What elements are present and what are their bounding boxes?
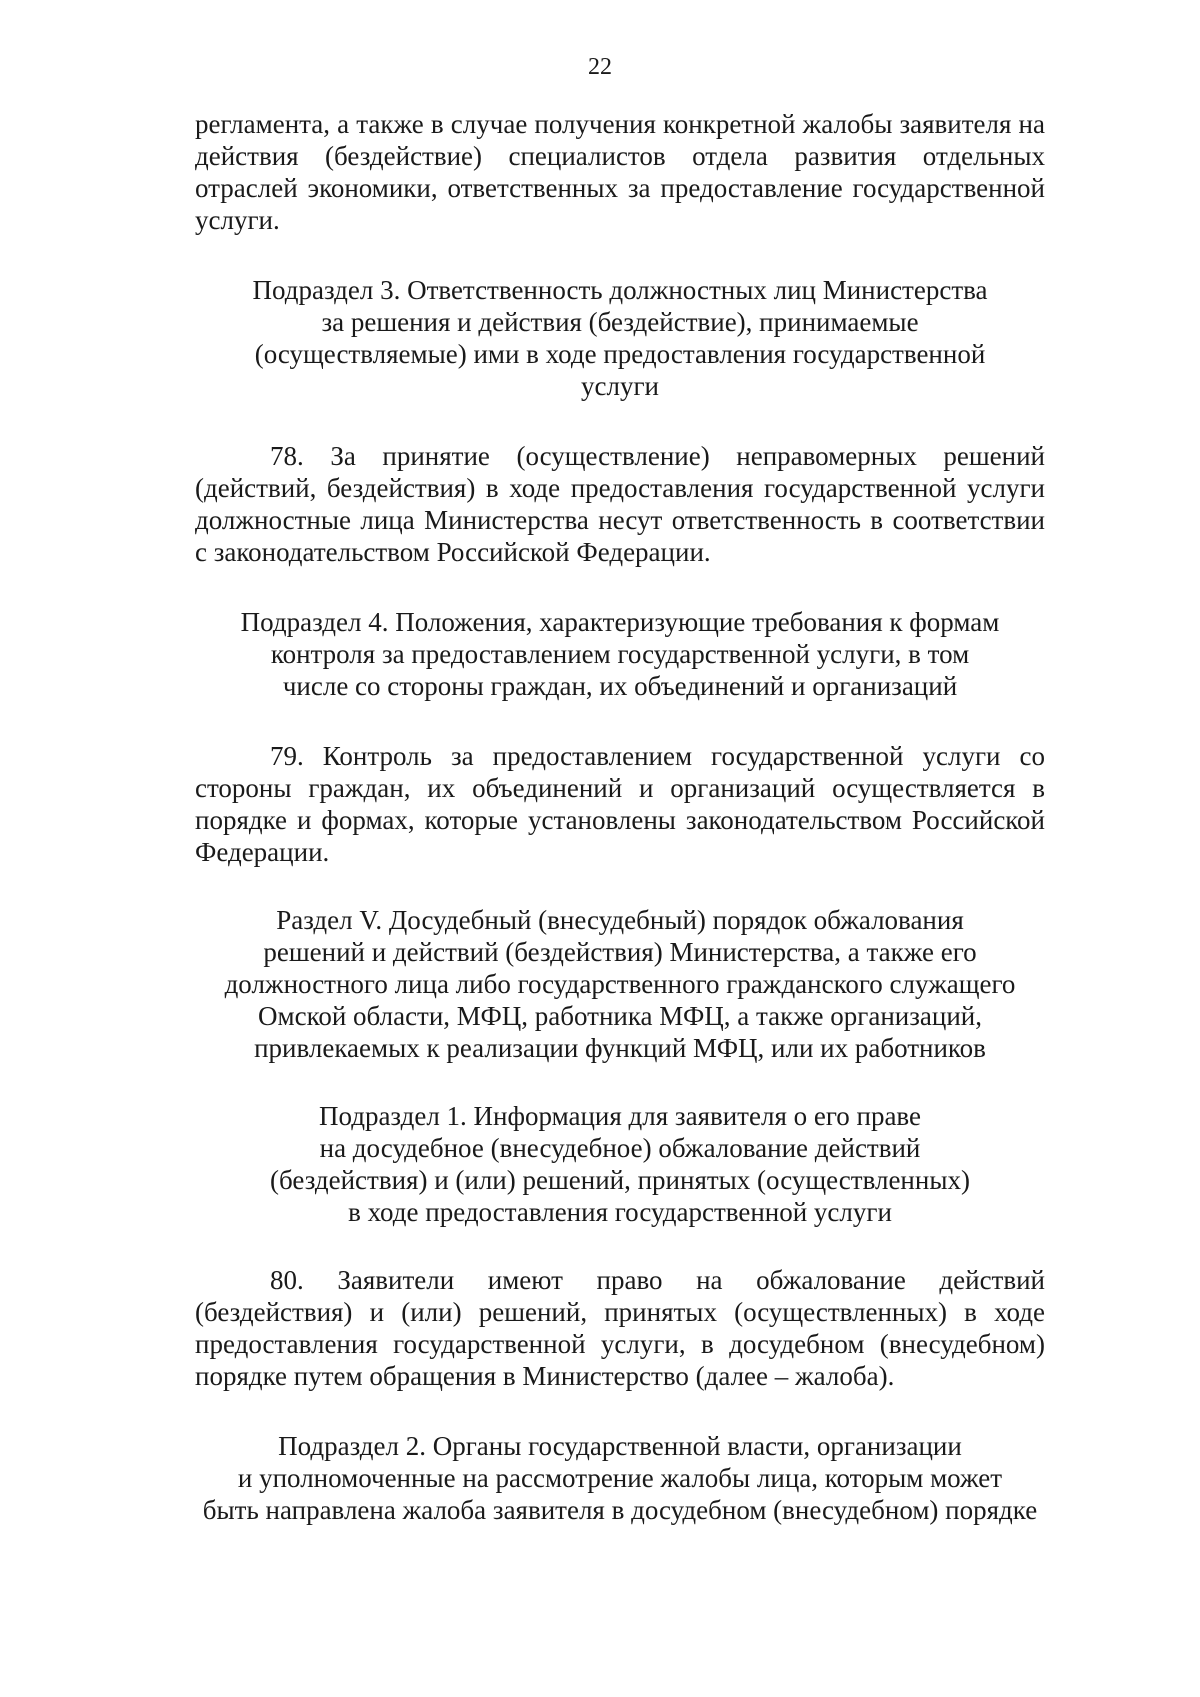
- section-5-heading: [195, 904, 1045, 1064]
- page-number: 22: [588, 54, 612, 80]
- subsection-3-heading: [195, 274, 1045, 402]
- heading-line: должностного лица либо государственного гражданского служащего: [224, 969, 1016, 999]
- heading-line: на досудебное (внесудебное) обжалование действий: [319, 1133, 921, 1163]
- heading-line: Подраздел 1. Информация для заявителя о его праве: [318, 1101, 921, 1131]
- heading-line: Подраздел 2. Органы государственной власти, организации: [278, 1431, 962, 1461]
- subsection-4-heading: [195, 606, 1045, 702]
- heading-line: Раздел V. Досудебный (внесудебный) порядок обжалования: [276, 905, 964, 935]
- paragraph-78: 78. За принятие (осуществление) неправомерных решений (действий, бездействия) в ходе предоставления государственной услуги должностные лица Министерства несут ответственность в соответствии с законодательством Российской Федерации.: [195, 441, 1045, 567]
- heading-line: в ходе предоставления государственной услуги: [348, 1197, 892, 1227]
- page-content: [195, 108, 1045, 1526]
- heading-line: Подраздел 4. Положения, характеризующие требования к формам: [240, 607, 1000, 637]
- heading-line: Подраздел 3. Ответственность должностных лиц Министерства: [252, 275, 988, 305]
- heading-line: решений и действий (бездействия) Министерства, а также его: [263, 937, 977, 967]
- heading-line: Омской области, МФЦ, работника МФЦ, а также организаций,: [258, 1001, 982, 1031]
- subsection-1-heading: [195, 1100, 1045, 1228]
- heading-line: услуги: [581, 371, 659, 401]
- heading-line: (бездействия) и (или) решений, принятых (осуществленных): [270, 1165, 970, 1195]
- heading-line: и уполномоченные на рассмотрение жалобы лица, которым может: [237, 1463, 1003, 1493]
- heading-line: контроля за предоставлением государственной услуги, в том: [270, 639, 970, 669]
- heading-line: числе со стороны граждан, их объединений и организаций: [282, 671, 958, 701]
- paragraph-79: 79. Контроль за предоставлением государственной услуги со стороны граждан, их объединений и организаций осуществляется в порядке и формах, которые установлены законодательством Российской Федерации.: [195, 741, 1045, 867]
- paragraph-intro-continuation: регламента, а также в случае получения конкретной жалобы заявителя на действия (бездействие) специалистов отдела развития отдельных отраслей экономики, ответственных за предоставление государственной услуги.: [195, 109, 1045, 235]
- heading-line: (осуществляемые) ими в ходе предоставления государственной: [254, 339, 986, 369]
- paragraph-80: 80. Заявители имеют право на обжалование действий (бездействия) и (или) решений, принятых (осуществленных) в ходе предоставления государственной услуги, в досудебном (внесудебном) порядке путем обращения в Министерство (далее – жалоба).: [195, 1265, 1045, 1391]
- heading-line: привлекаемых к реализации функций МФЦ, или их работников: [254, 1033, 986, 1063]
- subsection-2-heading: [195, 1430, 1045, 1526]
- heading-line: быть направлена жалоба заявителя в досудебном (внесудебном) порядке: [202, 1495, 1038, 1525]
- heading-line: за решения и действия (бездействие), принимаемые: [321, 307, 919, 337]
